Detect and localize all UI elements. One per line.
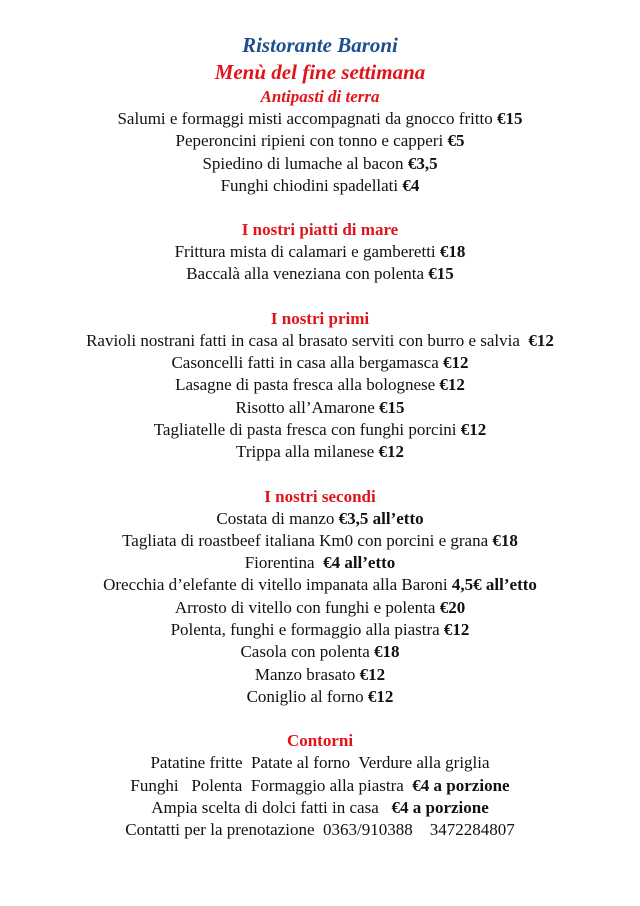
item-name: Coniglio al forno <box>246 686 368 706</box>
menu-item <box>0 797 640 819</box>
section-mare <box>0 219 640 286</box>
menu-item <box>0 552 640 574</box>
item-price: €4 a porzione <box>412 775 510 795</box>
menu-item <box>0 574 640 596</box>
item-name: Polenta, funghi e formaggio alla piastra <box>170 620 444 640</box>
menu-item <box>0 530 640 552</box>
item-name: Ravioli nostrani fatti in casa al brasato serviti con burro e salvia <box>86 330 529 350</box>
item-price: €12 <box>378 442 404 462</box>
item-name: Casoncelli fatti in casa alla bergamasca <box>171 353 444 373</box>
menu-item <box>0 775 640 797</box>
item-price: 4,5€ all’etto <box>451 575 537 595</box>
menu-item <box>0 508 640 530</box>
section-spacer <box>0 197 640 219</box>
section-title: I nostri piatti di mare <box>241 220 399 240</box>
item-price: €15 <box>428 264 454 284</box>
restaurant-name: Ristorante Baroni <box>242 33 398 57</box>
item-name: Trippa alla milanese <box>236 442 379 462</box>
contact-text: Contatti per la prenotazione 0363/910388 3472284807 <box>125 820 515 840</box>
item-price: €12 <box>443 620 470 640</box>
item-name: Peperoncini ripieni con tonno e capperi <box>175 131 448 151</box>
item-name: Orecchia d’elefante di vitello impanata alla Baroni <box>103 575 452 595</box>
menu-title: Menù del fine settimana <box>214 60 426 84</box>
item-price: €12 <box>460 419 487 439</box>
item-name: Baccalà alla veneziana con polenta <box>186 264 429 284</box>
section-spacer <box>0 464 640 486</box>
menu-item <box>0 263 640 285</box>
menu-item <box>0 130 640 152</box>
item-name: Arrosto di vitello con funghi e polenta <box>174 597 440 617</box>
menu-item <box>0 441 640 463</box>
menu-item <box>0 241 640 263</box>
section-primi <box>0 308 640 464</box>
item-name: Tagliatelle di pasta fresca con funghi porcini <box>153 419 461 439</box>
item-price: €12 <box>528 330 554 350</box>
item-price: €15 <box>379 397 405 417</box>
section-spacer <box>0 286 640 308</box>
menu-item <box>0 597 640 619</box>
item-name: Spiedino di lumache al bacon <box>202 153 408 173</box>
item-name: Manzo brasato <box>254 664 360 684</box>
section-secondi <box>0 486 640 709</box>
item-price: €12 <box>439 375 465 395</box>
item-name: Lasagne di pasta fresca alla bolognese <box>175 375 440 395</box>
menu-item <box>0 686 640 708</box>
item-name: Funghi Polenta Formaggio alla piastra <box>130 775 413 795</box>
item-price: €12 <box>359 664 386 684</box>
item-price: €4 all’etto <box>323 553 396 573</box>
item-price: €4 <box>402 175 420 195</box>
menu-item <box>0 619 640 641</box>
menu-item <box>0 641 640 663</box>
item-name: Frittura mista di calamari e gamberetti <box>174 242 440 262</box>
item-price: €15 <box>497 109 523 128</box>
item-price: €12 <box>367 686 394 706</box>
menu-item <box>0 108 640 130</box>
contact-line <box>0 819 640 841</box>
menu-item <box>0 752 640 774</box>
menu-item <box>0 153 640 175</box>
item-price: €5 <box>447 131 465 151</box>
item-price: €4 a porzione <box>391 797 489 817</box>
menu-item <box>0 175 640 197</box>
item-price: €18 <box>374 642 400 662</box>
item-price: €20 <box>439 597 466 617</box>
item-price: €3,5 <box>407 153 438 173</box>
item-name: Salumi e formaggi misti accompagnati da gnocco fritto <box>117 109 498 128</box>
section-title: I nostri secondi <box>264 486 376 506</box>
menu-item <box>0 330 640 352</box>
item-price: €12 <box>443 353 469 373</box>
section-spacer <box>0 708 640 730</box>
item-name: Funghi chiodini spadellati <box>220 175 403 195</box>
menu-item <box>0 419 640 441</box>
item-price: €18 <box>439 242 466 262</box>
item-name: Tagliata di roastbeef italiana Km0 con porcini e grana <box>122 530 493 550</box>
item-name: Casola con polenta <box>240 642 375 662</box>
item-price: €18 <box>492 530 518 550</box>
section-title: I nostri primi <box>270 308 370 328</box>
item-name: Risotto all’Amarone <box>235 397 380 417</box>
menu-item <box>0 374 640 396</box>
item-price: €3,5 all’etto <box>338 508 424 528</box>
menu-item <box>0 397 640 419</box>
item-name: Fiorentina <box>244 553 324 573</box>
section-antipasti <box>0 86 640 197</box>
section-title: Contorni <box>286 731 354 751</box>
menu-item <box>0 664 640 686</box>
item-name: Ampia scelta di dolci fatti in casa <box>151 797 392 817</box>
section-contorni <box>0 730 640 841</box>
menu-item <box>0 352 640 374</box>
item-name: Patatine fritte Patate al forno Verdure alla griglia <box>150 753 490 773</box>
item-name: Costata di manzo <box>216 508 339 528</box>
section-title: Antipasti di terra <box>260 87 380 106</box>
